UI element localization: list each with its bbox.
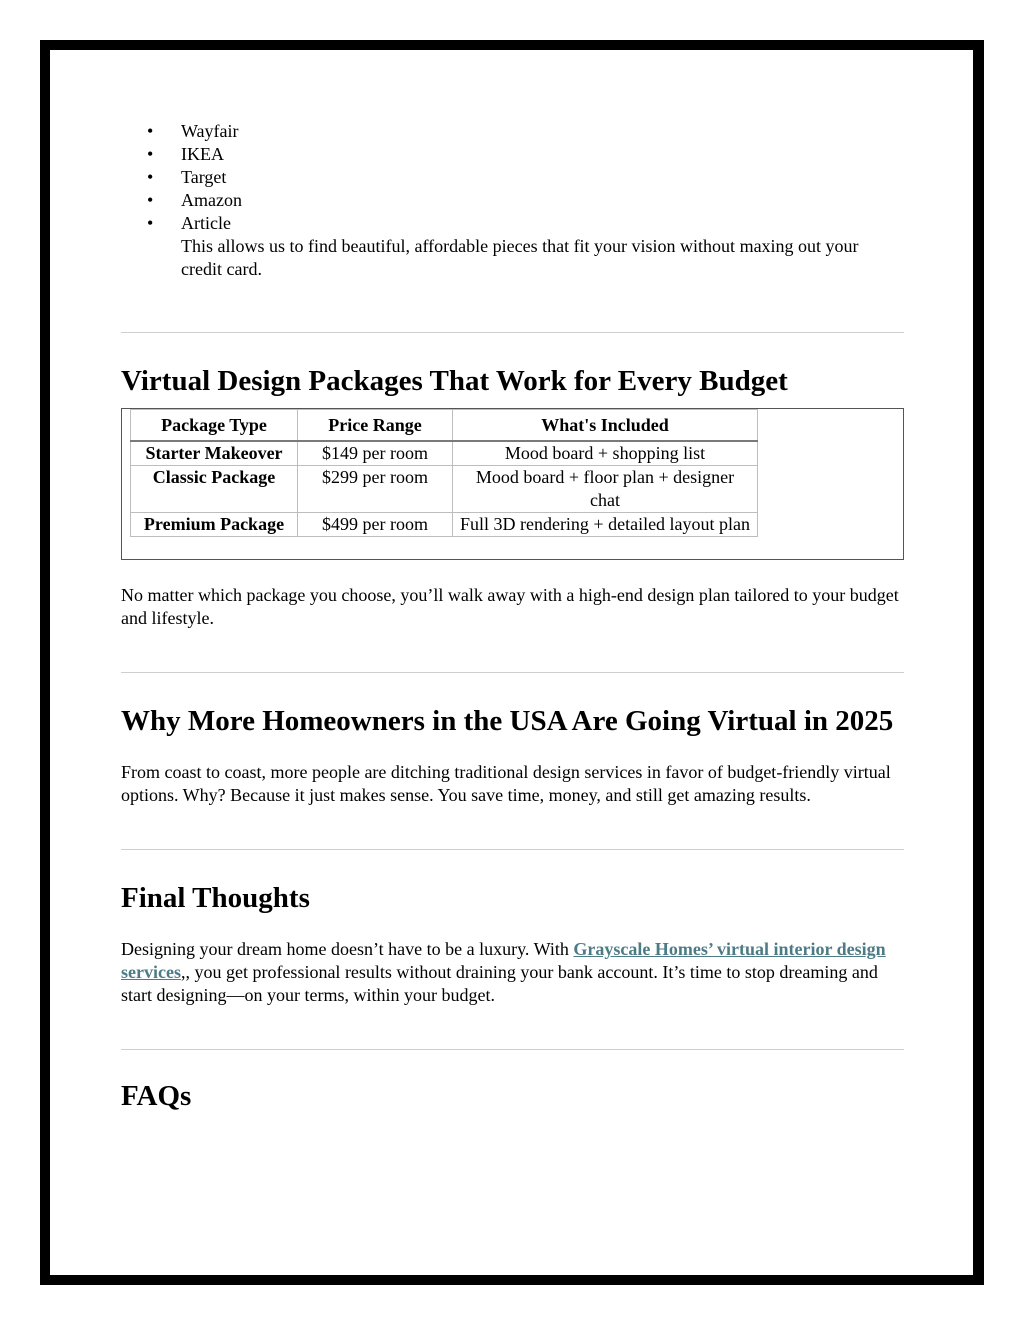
faqs-heading: FAQs (121, 1080, 192, 1112)
why-virtual-heading: Why More Homeowners in the USA Are Going Virtual in 2025 (121, 705, 894, 737)
list-item-wayfair: • Wayfair (181, 120, 904, 143)
list-item-article-label: Article (181, 213, 231, 233)
package-type-cell: Classic Package (131, 466, 298, 513)
packages-heading: Virtual Design Packages That Work for Every Budget (121, 365, 788, 397)
document-content (121, 120, 904, 1114)
included-cell: Mood board + shopping list (453, 441, 758, 466)
included-cell: Full 3D rendering + detailed layout plan (453, 513, 758, 537)
package-type-cell: Starter Makeover (131, 441, 298, 466)
final-thoughts-text-end: ,, you get professional results without draining your bank account. It’s time to stop dreaming and start designing—on your terms, within your budget. (121, 962, 878, 1005)
list-item-ikea: • IKEA (181, 143, 904, 166)
final-thoughts-text-start: Designing your dream home doesn’t have to be a luxury. With (121, 939, 574, 959)
column-header-package-type: Package Type (131, 410, 298, 442)
price-cell: $499 per room (298, 513, 453, 537)
store-list (121, 120, 904, 281)
list-item-target: • Target (181, 166, 904, 189)
table-row (131, 513, 758, 537)
section-divider (121, 849, 904, 850)
included-cell: Mood board + floor plan + designer chat (453, 466, 758, 513)
section-divider (121, 1049, 904, 1050)
list-item-article (181, 212, 904, 281)
table-row (131, 441, 758, 466)
column-header-whats-included: What's Included (453, 410, 758, 442)
section-divider (121, 672, 904, 673)
packages-table (130, 409, 758, 537)
final-thoughts-body (121, 938, 904, 1007)
column-header-price-range: Price Range (298, 410, 453, 442)
table-row (131, 466, 758, 513)
package-type-cell: Premium Package (131, 513, 298, 537)
list-item-amazon: • Amazon (181, 189, 904, 212)
price-cell: $149 per room (298, 441, 453, 466)
list-note: This allows us to find beautiful, affordable pieces that fit your vision without maxing out your credit card. (181, 236, 859, 279)
grayscale-homes-link[interactable]: Grayscale Homes’ virtual interior design services (121, 939, 886, 982)
why-virtual-body: From coast to coast, more people are ditching traditional design services in favor of budget-friendly virtual options. Why? Because it just makes sense. You save time, money, and still get amazing results. (121, 762, 891, 805)
packages-summary: No matter which package you choose, you’ll walk away with a high-end design plan tailored to your budget and lifestyle. (121, 585, 899, 628)
section-divider (121, 332, 904, 333)
price-cell: $299 per room (298, 466, 453, 513)
table-header-row (131, 410, 758, 442)
final-thoughts-heading: Final Thoughts (121, 882, 310, 914)
packages-table-frame (121, 408, 904, 560)
